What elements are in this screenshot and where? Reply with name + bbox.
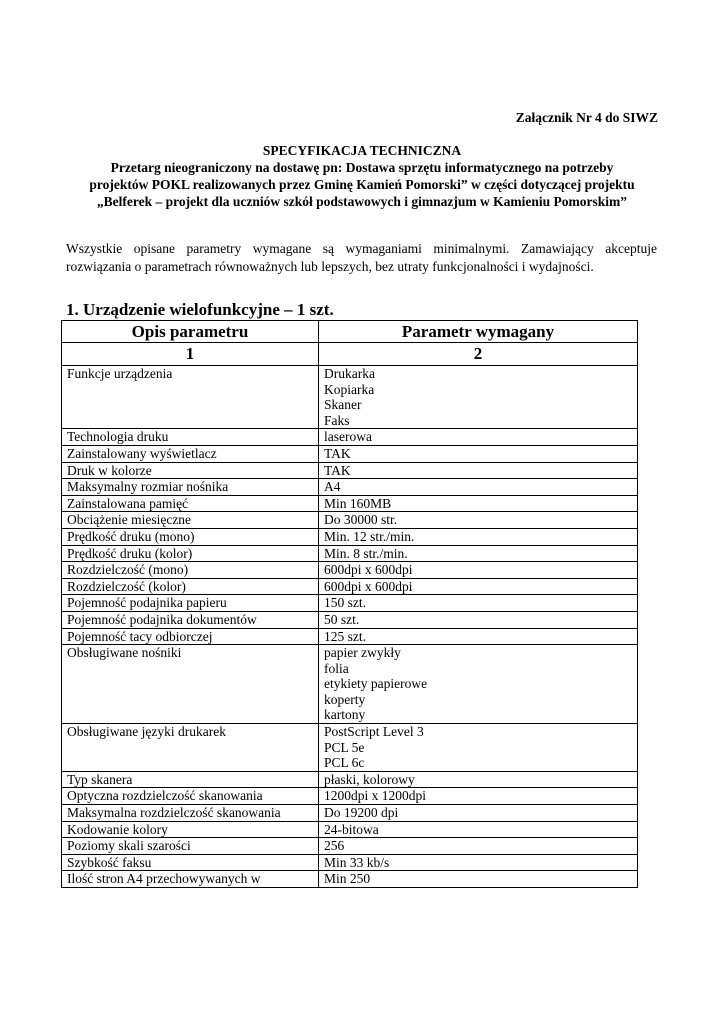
param-value-cell: [319, 805, 638, 822]
param-value: Min. 12 str./min.: [324, 528, 415, 544]
param-value: Min 250: [324, 871, 371, 887]
param-name-cell: Typ skanera: [62, 771, 319, 788]
param-value: TAK: [324, 445, 351, 461]
param-name-cell: Kodowanie kolory: [62, 821, 319, 838]
param-name-cell: Druk w kolorze: [62, 462, 319, 479]
param-value: PCL 5e: [324, 739, 365, 755]
param-value-cell: [319, 628, 638, 645]
param-name-cell: Szybkość faksu: [62, 854, 319, 871]
param-name-cell: Funkcje urządzenia: [62, 366, 319, 429]
param-value: 24-bitowa: [324, 821, 379, 837]
param-value-cell: [319, 445, 638, 462]
param-value-cell: [319, 562, 638, 579]
table-row: [62, 495, 638, 512]
table-row: [62, 838, 638, 855]
param-value: koperty: [324, 691, 366, 707]
param-value: Do 19200 dpi: [324, 805, 399, 821]
param-value: laserowa: [324, 429, 372, 445]
param-value: Min 160MB: [324, 495, 392, 511]
param-value: 256: [324, 838, 345, 854]
table-row: [62, 788, 638, 805]
section-title: 1. Urządzenie wielofunkcyjne – 1 szt.: [66, 300, 334, 319]
param-name-cell: Zainstalowany wyświetlacz: [62, 445, 319, 462]
param-value-cell: [319, 429, 638, 446]
param-value-cell: [319, 595, 638, 612]
tender-subtitle-line: projektów POKL realizowanych przez Gminę Kamień Pomorski” w części dotyczącej projektu: [89, 177, 635, 192]
param-value-cell: [319, 495, 638, 512]
param-name-cell: Poziomy skali szarości: [62, 838, 319, 855]
param-value-cell: [319, 854, 638, 871]
table-row: [62, 871, 638, 888]
param-name-cell: Obciążenie miesięczne: [62, 512, 319, 529]
column-header-param: Opis parametru: [62, 321, 319, 343]
param-value-cell: [319, 479, 638, 496]
table-header-row: [62, 321, 638, 343]
table-row: [62, 595, 638, 612]
param-value-cell: [319, 512, 638, 529]
param-value-cell: [319, 771, 638, 788]
table-row: [62, 821, 638, 838]
param-value: 600dpi x 600dpi: [324, 562, 413, 578]
param-value: TAK: [324, 462, 351, 478]
table-row: [62, 611, 638, 628]
table-row: [62, 724, 638, 772]
param-name-cell: Zainstalowana pamięć: [62, 495, 319, 512]
param-name-cell: Prędkość druku (mono): [62, 528, 319, 545]
table-row: [62, 805, 638, 822]
param-name-cell: Obsługiwane nośniki: [62, 645, 319, 724]
param-name-cell: Pojemność tacy odbiorczej: [62, 628, 319, 645]
table-row: [62, 578, 638, 595]
param-name-cell: Technologia druku: [62, 429, 319, 446]
param-value-cell: [319, 611, 638, 628]
column-header-value: Parametr wymagany: [319, 321, 638, 343]
param-value-cell: [319, 578, 638, 595]
param-name-cell: Prędkość druku (kolor): [62, 545, 319, 562]
param-name-cell: Obsługiwane języki drukarek: [62, 724, 319, 772]
table-row: [62, 645, 638, 724]
param-value: folia: [324, 660, 349, 676]
param-value: Kopiarka: [324, 381, 375, 397]
param-value: 150 szt.: [324, 595, 366, 611]
param-value: 1200dpi x 1200dpi: [324, 788, 427, 804]
table-row: [62, 366, 638, 429]
table-row: [62, 479, 638, 496]
table-row: [62, 429, 638, 446]
column-number: 2: [319, 343, 638, 366]
table-row: [62, 528, 638, 545]
param-value: płaski, kolorowy: [324, 771, 415, 787]
spec-table-body: [62, 366, 638, 888]
param-name-cell: Rozdzielczość (mono): [62, 562, 319, 579]
table-row: [62, 628, 638, 645]
param-name-cell: Pojemność podajnika dokumentów: [62, 611, 319, 628]
param-value: Min 33 kb/s: [324, 854, 390, 870]
param-value-cell: [319, 528, 638, 545]
param-value-cell: [319, 545, 638, 562]
document-heading: [60, 142, 664, 210]
tender-subtitle-line: „Belferek – projekt dla uczniów szkół podstawowych i gimnazjum w Kamieniu Pomorskim”: [96, 194, 628, 209]
param-value-cell: [319, 645, 638, 724]
spec-title: SPECYFIKACJA TECHNICZNA: [262, 143, 462, 158]
param-value-cell: [319, 366, 638, 429]
param-value: 50 szt.: [324, 611, 360, 627]
param-name-cell: Rozdzielczość (kolor): [62, 578, 319, 595]
intro-paragraph: Wszystkie opisane parametry wymagane są wymaganiami minimalnymi. Zamawiający akceptuje rozwiązania o parametrach równoważnych lub lepszych, bez utraty funkcjonalności i wydajności.: [66, 241, 657, 274]
param-value-cell: [319, 838, 638, 855]
param-value: 125 szt.: [324, 628, 366, 644]
param-value: Skaner: [324, 397, 362, 413]
param-value: PCL 6c: [324, 755, 365, 771]
param-value: papier zwykły: [324, 645, 401, 661]
table-row: [62, 445, 638, 462]
param-value-cell: [319, 788, 638, 805]
param-name-cell: Pojemność podajnika papieru: [62, 595, 319, 612]
param-name-cell: Ilość stron A4 przechowywanych w: [62, 871, 319, 888]
param-value: Min. 8 str./min.: [324, 545, 408, 561]
column-number: 1: [62, 343, 319, 366]
param-value-cell: [319, 724, 638, 772]
param-value: PostScript Level 3: [324, 724, 424, 740]
spec-table: [61, 320, 638, 888]
table-row: [62, 771, 638, 788]
table-row: [62, 545, 638, 562]
param-value-cell: [319, 871, 638, 888]
param-value: A4: [324, 479, 341, 495]
table-row: [62, 562, 638, 579]
param-name-cell: Maksymalny rozmiar nośnika: [62, 479, 319, 496]
param-value: Do 30000 str.: [324, 512, 398, 528]
param-name-cell: Maksymalna rozdzielczość skanowania: [62, 805, 319, 822]
param-value: Faks: [324, 412, 350, 428]
param-value: Drukarka: [324, 366, 375, 381]
param-value-cell: [319, 462, 638, 479]
param-value: 600dpi x 600dpi: [324, 578, 413, 594]
param-value-cell: [319, 821, 638, 838]
table-row: [62, 462, 638, 479]
param-name-cell: Optyczna rozdzielczość skanowania: [62, 788, 319, 805]
column-number-row: [62, 343, 638, 366]
table-row: [62, 854, 638, 871]
table-row: [62, 512, 638, 529]
tender-subtitle-line: Przetarg nieograniczony na dostawę pn: Dostawa sprzętu informatycznego na potrzeby: [110, 160, 614, 175]
param-value: kartony: [324, 707, 366, 723]
param-value: etykiety papierowe: [324, 676, 428, 692]
annex-label: Załącznik Nr 4 do SIWZ: [515, 110, 658, 125]
